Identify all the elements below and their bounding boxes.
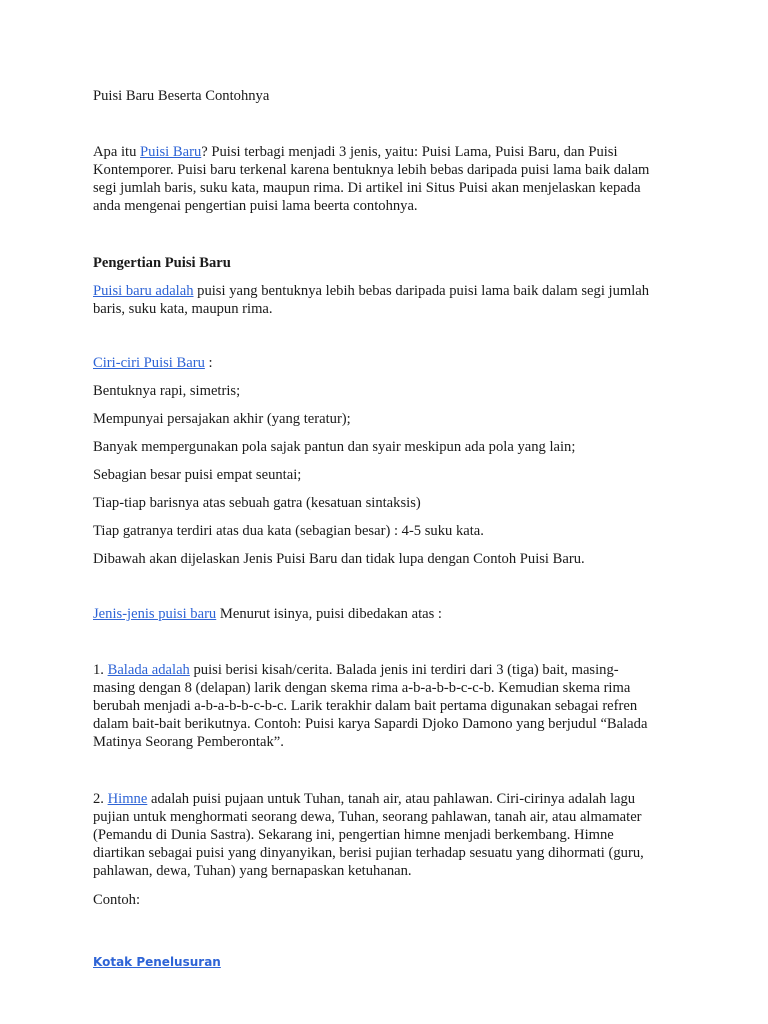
ciri-item: Tiap-tiap barisnya atas sebuah gatra (kesatuan sintaksis) [93, 495, 421, 511]
document-title: Puisi Baru Beserta Contohnya [93, 88, 270, 104]
ciri-item: Tiap gatranya terdiri atas dua kata (sebagian besar) : 4-5 suku kata. [93, 523, 484, 539]
himne-link[interactable]: Himne [107, 791, 148, 807]
ciri-heading-suffix: : [204, 355, 213, 371]
jenis-text: Menurut isinya, puisi dibedakan atas : [216, 606, 442, 622]
himne-text: adalah puisi pujaan untuk Tuhan, tanah air, atau pahlawan. Ciri-cirinya adalah lagu pujian untuk menghormati seorang dewa, Tuhan, seorang pahlawan, tanah air, atau almamater (Pemandu di Dunia Sastra). Sekarang ini, pengertian himne menjadi berkembang. Himne diartikan sebagai puisi yang dinyanyikan, berisi pujian terhadap sesuatu yang dihormati (guru, pahlawan, dewa, Tuhan) yang bernapaskan ketuhanan. [93, 791, 644, 879]
jenis-paragraph [93, 605, 653, 623]
himne-paragraph [93, 790, 653, 880]
intro-text-before: Apa itu [93, 144, 141, 160]
intro-paragraph [93, 143, 653, 215]
ciri-item: Sebagian besar puisi empat seuntai; [93, 467, 302, 483]
section-heading: Pengertian Puisi Baru [93, 255, 231, 271]
definition-text: puisi yang bentuknya lebih bebas daripada puisi lama baik dalam segi jumlah baris, suku kata, maupun rima. [93, 283, 650, 317]
puisi-baru-adalah-link[interactable]: Puisi baru adalah [93, 283, 194, 299]
ciri-item: Banyak mempergunakan pola sajak pantun dan syair meskipun ada pola yang lain; [93, 439, 576, 455]
balada-adalah-link[interactable]: Balada adalah [107, 662, 190, 678]
definition-paragraph [93, 282, 653, 318]
ciri-ciri-link[interactable]: Ciri-ciri Puisi Baru [93, 355, 205, 371]
balada-number: 1. [93, 662, 108, 678]
himne-number: 2. [93, 791, 108, 807]
ciri-item: Mempunyai persajakan akhir (yang teratur); [93, 411, 351, 427]
jenis-jenis-link[interactable]: Jenis-jenis puisi baru [93, 606, 217, 622]
ciri-heading [93, 354, 653, 372]
ciri-item: Bentuknya rapi, simetris; [93, 383, 241, 399]
ciri-item: Dibawah akan dijelaskan Jenis Puisi Baru dan tidak lupa dengan Contoh Puisi Baru. [93, 551, 585, 567]
puisi-baru-link[interactable]: Puisi Baru [140, 144, 202, 160]
kotak-penelusuran-link[interactable]: Kotak Penelusuran [93, 955, 221, 969]
balada-paragraph [93, 661, 653, 751]
balada-text: puisi berisi kisah/cerita. Balada jenis ini terdiri dari 3 (tiga) bait, masing-masing dengan 8 (delapan) larik dengan skema rima a-b-a-b-b-c-c-b. Kemudian skema rima berubah menjadi a-b-a-b-b-c-b-c. Larik terakhir dalam bait pertama digunakan sebagai refren dalam bait-bait berikutnya. Contoh: Puisi karya Sapardi Djoko Damono yang berjudul “Balada Matinya Seorang Pemberontak”. [93, 662, 648, 750]
intro-text-after: ? Puisi terbagi menjadi 3 jenis, yaitu: Puisi Lama, Puisi Baru, dan Puisi Kontemporer. Puisi baru terkenal karena bentuknya lebih bebas daripada puisi lama baik dalam segi jumlah baris, suku kata, maupun rima. Di artikel ini Situs Puisi akan menjelaskan kepada anda mengenai pengertian puisi lama beerta contohnya. [93, 144, 650, 214]
contoh-label: Contoh: [93, 892, 141, 908]
